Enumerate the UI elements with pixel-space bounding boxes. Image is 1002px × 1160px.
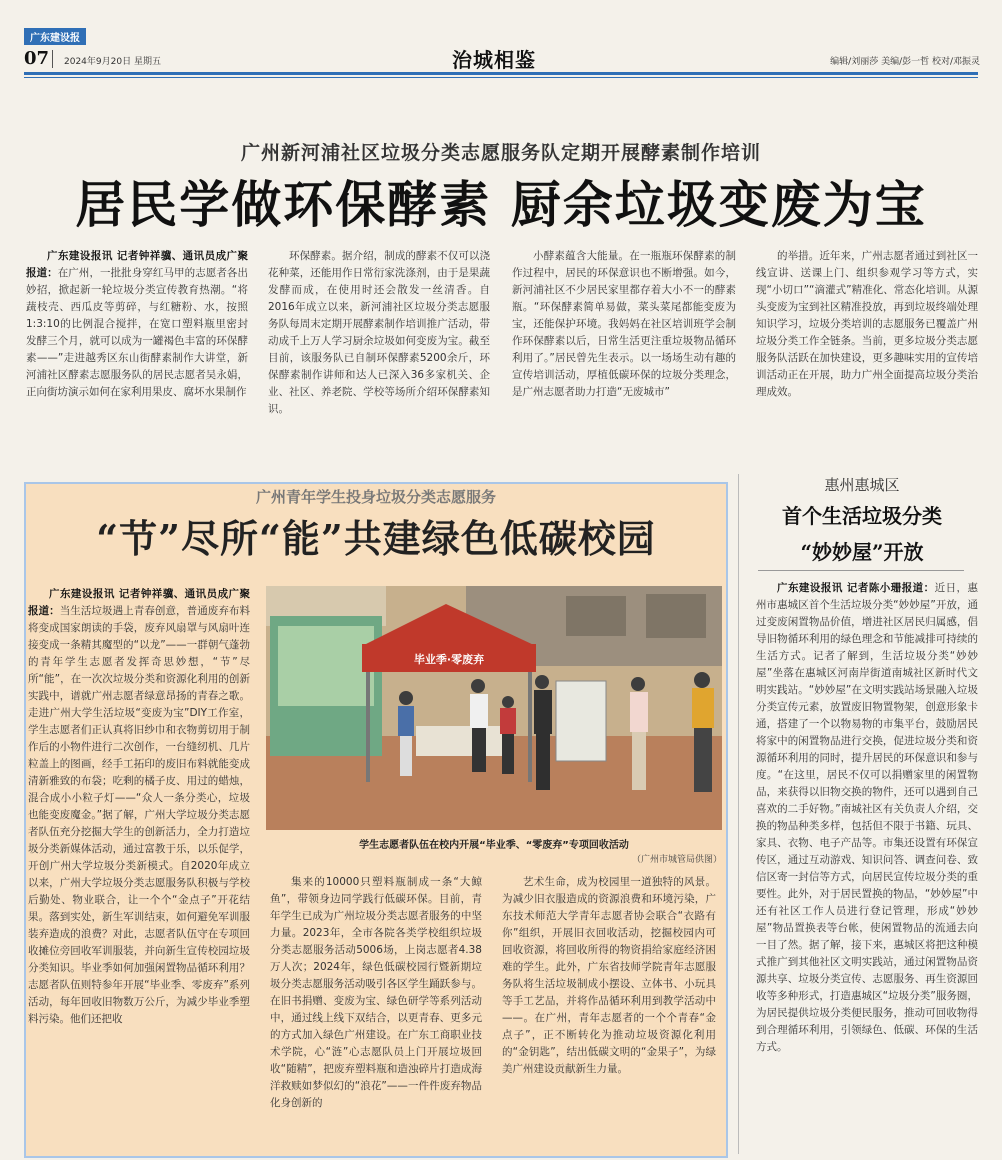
- feature-kicker: 广州青年学生投身垃圾分类志愿服务: [255, 488, 496, 506]
- article1-text-2: 环保酵素。据介绍，制成的酵素不仅可以浇花种菜，还能用作日常衍家洗涤剂，由于是果蔬发酵而成，在使用时还会散发一丝清香。自2016年成立以来，新河浦社区垃圾分类志愿服务队每周末定期开展酵素制作培训推广活动，带动成千上万人学习厨余垃圾如何变废为宝。截至目前，该服务队已自制环保酵素5200余斤，环保酵素制作讲师和达人已深入36多家机关、企业、社区、养老院、学校等场所介绍环保酵素知识。: [268, 250, 490, 415]
- feature-headline: “节”尽所“能”共建绿色低碳校园: [96, 516, 656, 561]
- page-number: 07: [24, 48, 50, 69]
- article1-byline: 广东建设报讯 记者钟祥骥、通讯员成广聚报道：: [26, 250, 248, 279]
- article1-text-4: 的举措。近年来，广州志愿者通过到社区一线宣讲、送课上门、组织参观学习等方式，实现“小切口”“滴灌式”精准化、常态化培训。从源头变废为宝到社区精准投放，再到垃圾终端处理知识学习，垃圾分类培训的志愿服务已覆盖广州垃圾分类工作全链条。当前，更多垃圾分类志愿服务队活跃在加快建设，更多趣味实用的宣传培训活动正在开展，助力广州全面提高垃圾分类治理成效。: [756, 250, 978, 398]
- tent-banner-text: 毕业季·零废弃: [413, 653, 485, 666]
- sidebar-headline-rule: [758, 570, 964, 571]
- article1-kicker: 广州新河浦社区垃圾分类志愿服务队定期开展酵素制作培训: [240, 142, 761, 164]
- feature-column-3: [502, 874, 716, 1156]
- photo-caption: 学生志愿者队伍在校内开展“毕业季、“零废弃”专项回收活动: [359, 840, 629, 851]
- sidebar-headline-line2: “妙妙屋”开放: [800, 540, 924, 564]
- issue-date: 2024年9月20日 星期五: [64, 57, 161, 67]
- masthead-divider: [52, 50, 53, 68]
- photo-credit: （广州市城管局供图）: [631, 855, 722, 865]
- masthead-rule-thin: [24, 77, 978, 78]
- feature-byline: 广东建设报讯 记者钟祥骥、通讯员成广聚报道：: [28, 588, 250, 617]
- article1-headline: 居民学做环保酵素 厨余垃圾变废为宝: [75, 175, 927, 234]
- section-title: 治城相鉴: [452, 48, 536, 72]
- sidebar-column: [756, 580, 978, 1154]
- article1-text-1: 在广州，一批批身穿红马甲的志愿者各出妙招，掀起新一轮垃圾分类宣传教育热潮。“将蔬枝壳、西瓜皮等剪碎，与红糖粉、水，按照1:3:10的比例混合搅拌，在宽口塑料瓶里密封发酵三个月，就可以成为一罐褐色丰富的环保酵素——”走进越秀区东山街酵素制作大讲堂，新河浦社区酵素志愿服务队的居民志愿者吴永娟，正向街坊演示如何在家利用果皮、腐坏水果制作: [26, 267, 248, 398]
- article1-column-2: [268, 248, 490, 448]
- masthead-rule: [24, 72, 978, 75]
- article1-text-3: 小酵素蕴含大能量。在一瓶瓶环保酵素的制作过程中，居民的环保意识也不断增强。如今，新河浦社区不少居民家里都存着大小不一的酵素瓶。“环保酵素简单易做，菜头菜尾都能变废为宝，还能保护环境。我妈妈在社区培训班学会制作环保酵素以后，日常生活更注重垃圾物品循环利用了。”居民曾先生表示。以一场场生动有趣的宣传培训活动，厚植低碳环保的垃圾分类理念，是广州志愿者助力打造“无废城市”: [512, 250, 736, 398]
- feature-photo: [266, 586, 722, 830]
- feature-column-2: [270, 874, 482, 1156]
- feature-column-1: [28, 586, 250, 1154]
- article1-column-4: [756, 248, 978, 448]
- column-divider: [738, 474, 739, 1154]
- article1-column-3: [512, 248, 736, 448]
- sidebar-kicker: 惠州惠城区: [824, 476, 900, 494]
- sidebar-text: 近日，惠州市惠城区首个生活垃圾分类“妙妙屋”开放，通过变废闲置物品价值，增进社区居民归属感，倡导旧物循环利用的绿色理念和节能减排可持续的生活方式。记者了解到，生活垃圾分类“妙妙屋”坐落在惠城区河南岸街道南城社区新时代文明实践站。“妙妙屋”在文明实践站场景融入垃圾分类宣传元素，放置废旧物置物架，创意形象卡通，搭建了一个以物易物的市集平台，鼓励居民将家中的闲置物品进行交换，促进垃圾分类和资源循环利用的同时，提升居民的环保意识和参与度。“在这里，居民不仅可以捐赠家里的闲置物品，来获得以旧物交换的物件，还可以遇到自己喜欢的二手好物。”南城社区有关负责人介绍，交换的物品种类多样，包括但不限于书籍、玩具、家具、衣物、电子产品等。市集还设置有环保宣传区，通过互动游戏、知识问答、调查问卷、致信区寄一封信等方式，向居民宣传垃圾分类的重要性。此外，对于居民置换的物品，“妙妙屋”中还有社区工作人员进行登记管理，形成“妙妙屋”物品置换表等台帐，使闲置物品的流通去向一目了然。据了解，接下来，惠城区将把这种模式推广到其他社区文明实践站，通过闲置物品资源共享、垃圾分类宣传、志愿服务、再生资源回收等多种形式，打造惠城区“垃圾分类”服务圈，为居民提供垃圾分类便民服务，推动可回收物得到合理循环利用，引领绿色、低碳、环保的生活方式。: [756, 582, 978, 1053]
- feature-text-2: 集来的10000只塑料瓶制成一条“大鲸鱼”，带领身边同学践行低碳环保。目前，青年学生已成为广州垃圾分类志愿者服务的中坚力量。2023年，全市各院各类学校组织垃圾分类志愿服务活动5006场，上岗志愿者4.38万人次；2024年，绿色低碳校园行暨新期垃圾分类志愿服务活动吸引各区学生踊跃参与。在旧书捐赠、变废为宝、绿色研学等系列活动中，通过线上线下双结合，以更青春、更多元的方式加入绿色广州建设。在广东工商职业技术学院，心“涟”心志愿队员上门开展垃圾回收“随精”，把废弃塑料瓶和造浊碎片打造成海洋救赎如梦似幻的“浪花”——一件件废弃物品化身创新的: [270, 876, 482, 1109]
- recycling-event-photo: [266, 586, 722, 830]
- sidebar-headline-line1: 首个生活垃圾分类: [782, 504, 942, 528]
- feature-article: [24, 482, 728, 1158]
- article1-column-1: [26, 248, 248, 448]
- sidebar-byline: 广东建设报讯 记者陈小珊报道：: [777, 582, 935, 594]
- paper-badge: 广东建设报: [24, 28, 86, 45]
- feature-text-3: 艺术生命，成为校园里一道独特的风景。为减少旧衣服造成的资源浪费和环境污染，广东技术师范大学青年志愿者协会联合“衣路有你”组织，开展旧衣回收活动，挖掘校园内可回收资源，将回收所得的物资捐给家庭经济困难的学生。此外，广东省技师学院青年志愿服务队将生活垃圾制成小摆设、立体书、小玩具等手工艺品，并将作品循环利用到教学活动中——。在广州，青年志愿者的一个个青春“金点子”，正不断转化为推动垃圾资源化利用的“金钥匙”，结出低碳文明的“金果子”，为绿美广州建设贡献新生力量。: [502, 876, 716, 1075]
- feature-text-1: 当生活垃圾遇上青春创意，普通废弃布料将变成国家朗读的手袋，废弃风扇罩与风扇叶连接变成一条精其魔型的“以龙”——一群朝气蓬勃的青年学生志愿者发挥奇思妙想，“节”尽所“能”，在一次次垃圾分类和资源化利用的创新实践中，谱就广州志愿者绿意昂扬的青春之歌。走进广州大学生活垃圾“变废为宝”DIY工作室，学生志愿者们正认真将旧纱巾和衣物剪切用于制作后的小物件进行二次创作，一台缝纫机、几片粒盖上的图画，经手工拓印的废旧布料就能变成清新雅致的布袋；吃剩的橘子皮、用过的蜡烛，混合成小小粒子灯——“众人一条分类心，垃圾也能变废魔金。”据了解，广州大学垃圾分类志愿者队伍充分挖掘大学生的创新活力，全力打造垃圾分类新媒体活动，通过富教于乐，以乐促学，开创广州大学垃圾分类新模式。自2020年成立以来，广州大学垃圾分类志愿服务队积极与学校后勤处、物业联合，让一个个“金点子”开花结果。落到实处，新生军训结束，如何避免军训服装弃造成的浪费？对此，志愿者队伍守在专项回收摊位旁回收军训服装，并向新生宣传校园垃圾分类知识。毕业季如何加强闲置物品循环利用？志愿者队伍则特参年开展“毕业季、零废弃”系列活动，每年回收旧物数万公斤，为减少毕业季塑料污染。他们还把收: [28, 605, 250, 1025]
- editor-credits: 编辑/刘丽莎 美编/彭一哲 校对/邓振灵: [830, 57, 980, 67]
